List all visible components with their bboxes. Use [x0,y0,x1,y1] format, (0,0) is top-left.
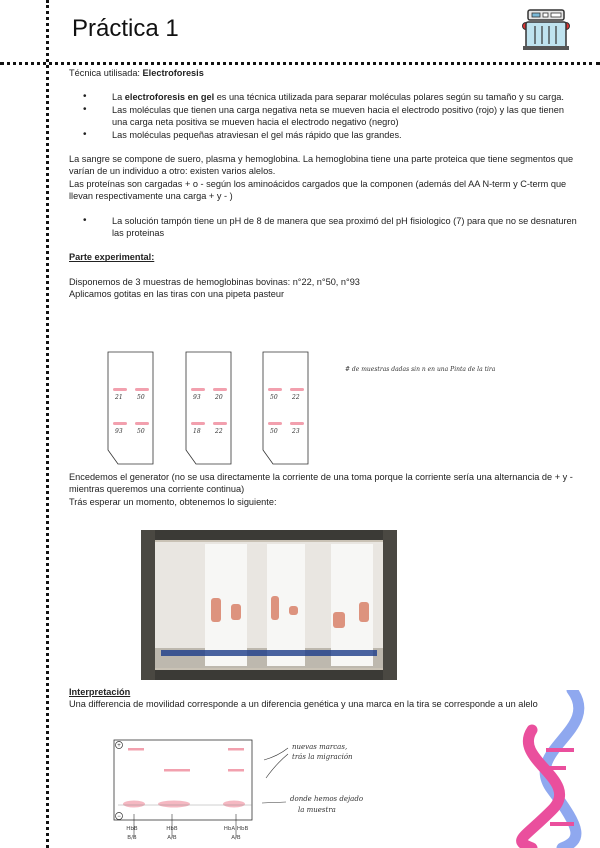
arrow-icon [264,748,288,760]
generator-text [69,471,577,508]
electrophoresis-photo [141,530,397,680]
strip-note: # de muestras dadas sin n en una Pinta de la tira [345,366,496,373]
band [128,748,144,751]
genotype-label: A/B [231,835,241,841]
paragraph: Las proteínas son cargadas + o - según los aminoácidos cargados que la componen (además del AA N-term y C-term que llevan respectivamente una carga + y - ) [69,178,567,202]
paragraph: Trás esperar un momento, obtenemos lo siguiente: [69,496,277,507]
band [333,612,345,628]
bullet-list-2 [69,215,577,240]
sample-drop [290,388,304,391]
band [164,769,190,772]
sample-drop [135,388,149,391]
paragraph: La sangre se compone de suero, plasma y hemoglobina. La hemoglobina tiene una parte proteica que tiene segmentos que varían de un individuo a otro: existen varios alelos. [69,154,574,177]
sample-drop [268,422,282,425]
label-new: nuevas marcas, [292,743,348,751]
genotype-label: B/B [127,835,137,841]
list-item: • La solución tampón tiene un pH de 8 de manera que sea proximó del pH fisiologico (7) para que no se desnaturen las proteinas [69,215,577,240]
sample-drop [113,422,127,425]
interpretation-diagram [112,738,402,848]
paragraph: Aplicamos gotitas en las tiras con una pipeta pasteur [69,289,285,300]
sample-drop [290,422,304,425]
sample-label: 93 [115,428,123,435]
paper-strip [186,352,231,464]
plus-sign: + [117,743,121,749]
sample-label: 50 [270,394,278,401]
sample-spot [223,801,245,808]
sample-label: 93 [193,394,201,401]
section-heading: Interpretación [69,687,131,697]
sample-label: 20 [215,394,223,401]
sample-drop [113,388,127,391]
band [211,598,221,622]
section-heading: Parte experimental: [69,252,155,263]
electrophoresis-machine-icon [520,8,572,52]
label-after: trás la migración [292,753,353,761]
band [231,604,241,620]
sample-label: 18 [193,428,201,435]
band [228,769,244,772]
band [271,596,279,620]
list-item: • La electroforesis en gel es una técnica utilizada para separar moléculas polares según su tamaño y su carga. [69,91,577,103]
genotype-label: HbB [126,826,138,832]
sample-label: 23 [292,428,300,435]
band [228,748,244,751]
document-body [69,67,577,301]
sample-label: 22 [215,428,223,435]
sample-drop [268,388,282,391]
genotype-label: HbA HbB [223,826,249,832]
sample-drop [191,388,205,391]
band [289,606,298,615]
paper-strip [108,352,153,464]
arrow-icon [262,802,286,803]
margin-dotted-line [46,0,49,848]
gel-outline [114,740,252,820]
sample-label: 21 [115,394,123,401]
genotype-label: HbB [166,826,178,832]
label-where: donde hemos dejado [290,795,364,803]
sample-label: 50 [270,428,278,435]
band [359,602,369,622]
sample-drop [191,422,205,425]
sample-label: 22 [292,394,300,401]
header-dotted-line [0,62,600,65]
paper-strip [263,352,308,464]
sample-spot [158,801,190,808]
arrow-icon [266,754,288,778]
sample-label: 50 [137,428,145,435]
strips-drawing [100,350,350,468]
paragraph: Disponemos de 3 muestras de hemoglobinas bovinas: n°22, n°50, n°93 [69,276,360,287]
sample-label: 50 [137,394,145,401]
sample-drop [135,422,149,425]
sample-drop [213,422,227,425]
technique-line: Técnica utilisada: Electroforesis [69,68,204,78]
sample-spot [123,801,145,808]
bullet-list-1 [69,91,577,141]
page-title: Práctica 1 [72,15,179,42]
list-item: • Las moléculas que tienen una carga negativa neta se mueven hacia el electrodo positivo (rojo) y las que tienen una carga neta positiva se mueven hacia el electrodo negativo (negro) [69,104,577,129]
label-where: la muestra [298,806,336,814]
interpretation-section [69,686,577,711]
sample-drop [213,388,227,391]
minus-sign: − [117,814,121,820]
list-item: • Las moléculas pequeñas atraviesan el gel más rápido que las grandes. [69,129,577,141]
paragraph: Encedemos el generator (no se usa directamente la corriente de una toma porque la corriente sería una alternancia de + y - mientras queremos una corriente continua) [69,472,573,495]
dna-icon [512,690,600,848]
paragraph: Una differencia de movilidad corresponde a un diferencia genética y una marca en la tira se corresponde a un alelo [69,699,538,710]
genotype-label: A/B [167,835,177,841]
